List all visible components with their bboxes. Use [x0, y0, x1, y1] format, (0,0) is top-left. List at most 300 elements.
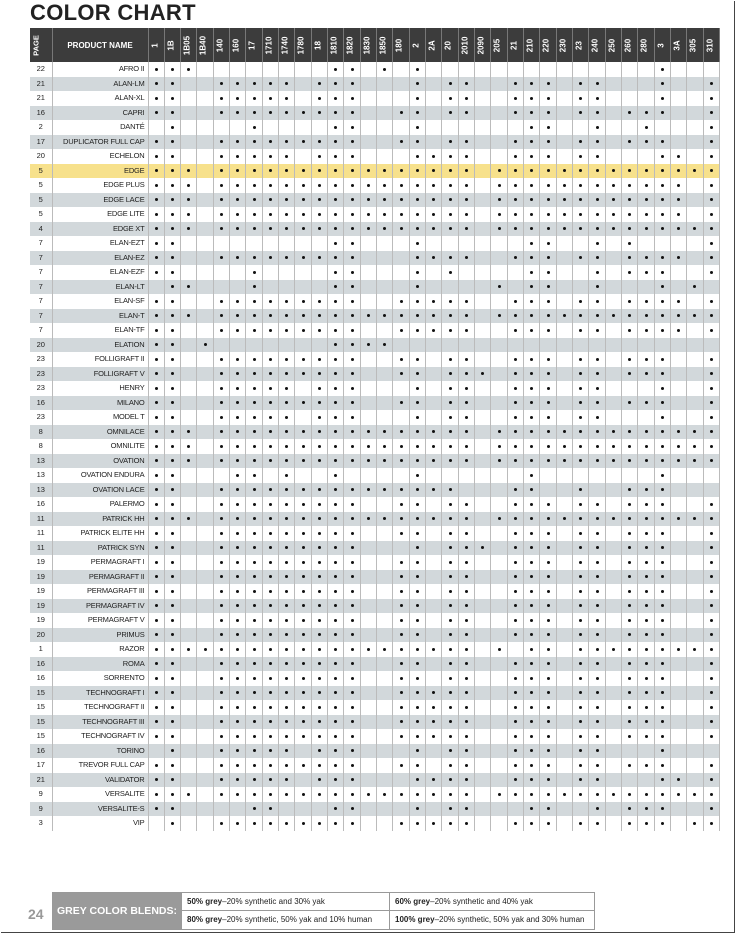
color-cell [605, 149, 621, 164]
color-cell [246, 135, 262, 150]
color-cell [377, 483, 393, 498]
availability-dot-icon [645, 503, 648, 506]
availability-dot-icon [351, 749, 354, 752]
availability-dot-icon [383, 198, 386, 201]
color-cell [311, 439, 327, 454]
color-cell [181, 381, 197, 396]
availability-dot-icon [400, 169, 403, 172]
availability-dot-icon [596, 517, 599, 520]
color-cell [442, 309, 458, 324]
color-cell [230, 642, 246, 657]
availability-dot-icon [236, 662, 239, 665]
availability-dot-icon [449, 256, 452, 259]
color-cell [654, 77, 670, 92]
availability-dot-icon [514, 416, 517, 419]
availability-dot-icon [693, 314, 696, 317]
availability-dot-icon [596, 619, 599, 622]
availability-dot-icon [628, 459, 631, 462]
color-cell [279, 323, 295, 338]
availability-dot-icon [302, 546, 305, 549]
color-cell [181, 149, 197, 164]
color-cell [311, 323, 327, 338]
availability-dot-icon [645, 184, 648, 187]
color-cell [556, 77, 572, 92]
header-color-1810: 1810 [328, 28, 344, 62]
color-cell [638, 207, 654, 222]
availability-dot-icon [596, 764, 599, 767]
availability-dot-icon [302, 503, 305, 506]
color-cell [671, 77, 687, 92]
availability-dot-icon [465, 517, 468, 520]
availability-dot-icon [596, 140, 599, 143]
color-cell [279, 193, 295, 208]
color-cell [311, 758, 327, 773]
row-product-name: PATRICK HH [52, 512, 148, 527]
color-cell [703, 454, 719, 469]
availability-dot-icon [318, 227, 321, 230]
availability-dot-icon [661, 401, 664, 404]
availability-dot-icon [236, 793, 239, 796]
availability-dot-icon [400, 300, 403, 303]
color-cell [524, 599, 540, 614]
availability-dot-icon [155, 213, 158, 216]
color-cell [344, 613, 360, 628]
availability-dot-icon [661, 720, 664, 723]
color-cell [622, 729, 638, 744]
color-cell [654, 657, 670, 672]
color-cell [197, 628, 213, 643]
color-cell [491, 410, 507, 425]
color-cell [540, 106, 556, 121]
availability-dot-icon [318, 749, 321, 752]
availability-dot-icon [302, 575, 305, 578]
color-cell [638, 396, 654, 411]
color-cell [458, 613, 474, 628]
color-cell [671, 381, 687, 396]
availability-dot-icon [155, 807, 158, 810]
availability-dot-icon [710, 329, 713, 332]
color-cell [475, 497, 491, 512]
header-color-305: 305 [687, 28, 703, 62]
availability-dot-icon [334, 445, 337, 448]
color-cell [589, 309, 605, 324]
color-cell [197, 758, 213, 773]
color-cell [311, 425, 327, 440]
color-cell [230, 599, 246, 614]
availability-dot-icon [530, 648, 533, 651]
color-cell [409, 773, 425, 788]
availability-dot-icon [318, 256, 321, 259]
row-page: 7 [30, 323, 52, 338]
availability-dot-icon [710, 590, 713, 593]
color-cell [573, 816, 589, 831]
availability-dot-icon [400, 677, 403, 680]
header-color-1b05: 1B05 [181, 28, 197, 62]
color-cell [393, 91, 409, 106]
availability-dot-icon [661, 517, 664, 520]
color-cell [181, 454, 197, 469]
availability-dot-icon [269, 764, 272, 767]
availability-dot-icon [579, 561, 582, 564]
color-cell [148, 642, 164, 657]
color-cell [556, 671, 572, 686]
availability-dot-icon [710, 691, 713, 694]
availability-dot-icon [220, 691, 223, 694]
color-cell [148, 164, 164, 179]
color-cell [213, 381, 229, 396]
color-cell [638, 686, 654, 701]
availability-dot-icon [253, 706, 256, 709]
color-cell [671, 512, 687, 527]
legend-item [389, 893, 594, 911]
color-cell [181, 686, 197, 701]
color-cell [573, 787, 589, 802]
availability-dot-icon [253, 590, 256, 593]
color-cell [311, 251, 327, 266]
availability-dot-icon [547, 677, 550, 680]
availability-dot-icon [334, 517, 337, 520]
availability-dot-icon [318, 662, 321, 665]
color-cell [197, 106, 213, 121]
color-cell [475, 106, 491, 121]
color-cell [703, 700, 719, 715]
color-cell [181, 207, 197, 222]
availability-dot-icon [220, 401, 223, 404]
color-cell [622, 439, 638, 454]
availability-dot-icon [285, 387, 288, 390]
availability-dot-icon [269, 561, 272, 564]
availability-dot-icon [318, 140, 321, 143]
availability-dot-icon [645, 706, 648, 709]
availability-dot-icon [416, 575, 419, 578]
color-cell [262, 135, 278, 150]
color-cell [360, 642, 376, 657]
color-cell [703, 671, 719, 686]
color-cell [311, 149, 327, 164]
color-cell [328, 497, 344, 512]
availability-dot-icon [318, 430, 321, 433]
color-cell [589, 77, 605, 92]
color-cell [360, 222, 376, 237]
availability-dot-icon [171, 314, 174, 317]
availability-dot-icon [351, 720, 354, 723]
availability-dot-icon [285, 416, 288, 419]
color-cell [703, 541, 719, 556]
availability-dot-icon [351, 97, 354, 100]
color-cell [671, 91, 687, 106]
table-row [30, 512, 720, 527]
header-color-250: 250 [605, 28, 621, 62]
color-cell [638, 468, 654, 483]
availability-dot-icon [318, 416, 321, 419]
row-product-name: TORINO [52, 744, 148, 759]
color-cell [344, 512, 360, 527]
color-cell [605, 758, 621, 773]
color-cell [458, 541, 474, 556]
availability-dot-icon [351, 155, 354, 158]
availability-dot-icon [383, 227, 386, 230]
color-cell [279, 294, 295, 309]
color-cell [295, 135, 311, 150]
color-cell [622, 135, 638, 150]
availability-dot-icon [530, 546, 533, 549]
availability-dot-icon [285, 445, 288, 448]
color-cell [507, 816, 523, 831]
availability-dot-icon [416, 764, 419, 767]
table-row [30, 164, 720, 179]
availability-dot-icon [171, 749, 174, 752]
color-cell [573, 758, 589, 773]
color-cell [246, 570, 262, 585]
availability-dot-icon [661, 416, 664, 419]
color-cell [442, 541, 458, 556]
color-cell [524, 77, 540, 92]
color-cell [409, 77, 425, 92]
color-cell [197, 512, 213, 527]
color-cell [393, 396, 409, 411]
color-cell [622, 294, 638, 309]
table-row [30, 251, 720, 266]
availability-dot-icon [318, 532, 321, 535]
availability-dot-icon [645, 314, 648, 317]
color-cell [540, 309, 556, 324]
availability-dot-icon [530, 561, 533, 564]
color-cell [246, 236, 262, 251]
availability-dot-icon [710, 764, 713, 767]
color-cell [311, 729, 327, 744]
color-cell [458, 280, 474, 295]
availability-dot-icon [220, 358, 223, 361]
availability-dot-icon [367, 314, 370, 317]
availability-dot-icon [449, 503, 452, 506]
color-cell [311, 367, 327, 382]
color-cell [377, 642, 393, 657]
color-cell [311, 396, 327, 411]
color-cell [360, 555, 376, 570]
availability-dot-icon [710, 140, 713, 143]
color-cell [687, 410, 703, 425]
row-page: 2 [30, 120, 52, 135]
color-cell [573, 106, 589, 121]
availability-dot-icon [612, 517, 615, 520]
availability-dot-icon [579, 140, 582, 143]
color-cell [491, 802, 507, 817]
color-cell [442, 323, 458, 338]
color-cell [426, 512, 442, 527]
color-cell [426, 541, 442, 556]
availability-dot-icon [285, 97, 288, 100]
table-row [30, 744, 720, 759]
availability-dot-icon [236, 111, 239, 114]
availability-dot-icon [236, 169, 239, 172]
availability-dot-icon [612, 198, 615, 201]
color-cell [409, 309, 425, 324]
color-cell [507, 367, 523, 382]
color-cell [344, 106, 360, 121]
color-cell [687, 106, 703, 121]
color-cell [540, 280, 556, 295]
availability-dot-icon [171, 198, 174, 201]
row-product-name: OVATION LACE [52, 483, 148, 498]
color-cell [687, 323, 703, 338]
color-cell [393, 164, 409, 179]
color-cell [442, 570, 458, 585]
availability-dot-icon [547, 358, 550, 361]
color-cell [605, 410, 621, 425]
color-cell [556, 439, 572, 454]
row-product-name: MODEL T [52, 410, 148, 425]
color-cell [573, 135, 589, 150]
color-cell [573, 396, 589, 411]
availability-dot-icon [498, 169, 501, 172]
color-cell [393, 236, 409, 251]
availability-dot-icon [514, 314, 517, 317]
color-cell [540, 425, 556, 440]
color-cell [638, 584, 654, 599]
availability-dot-icon [628, 517, 631, 520]
color-cell [377, 178, 393, 193]
availability-dot-icon [416, 358, 419, 361]
availability-dot-icon [628, 807, 631, 810]
color-cell [360, 439, 376, 454]
color-cell [605, 251, 621, 266]
color-cell [491, 323, 507, 338]
color-cell [687, 222, 703, 237]
availability-dot-icon [351, 387, 354, 390]
color-cell [328, 135, 344, 150]
availability-dot-icon [498, 648, 501, 651]
availability-dot-icon [155, 82, 158, 85]
color-cell [540, 686, 556, 701]
color-cell [703, 439, 719, 454]
color-cell [703, 120, 719, 135]
availability-dot-icon [514, 329, 517, 332]
color-cell [393, 613, 409, 628]
availability-dot-icon [285, 314, 288, 317]
availability-dot-icon [416, 691, 419, 694]
color-cell [589, 584, 605, 599]
color-cell [687, 352, 703, 367]
availability-dot-icon [302, 648, 305, 651]
color-cell [164, 512, 180, 527]
availability-dot-icon [351, 691, 354, 694]
availability-dot-icon [253, 822, 256, 825]
color-cell [573, 700, 589, 715]
color-cell [213, 236, 229, 251]
availability-dot-icon [465, 735, 468, 738]
color-cell [654, 584, 670, 599]
legend-item-blend: 100% grey [395, 915, 435, 924]
color-cell [638, 700, 654, 715]
availability-dot-icon [628, 140, 631, 143]
color-cell [295, 77, 311, 92]
availability-dot-icon [579, 445, 582, 448]
color-cell [295, 396, 311, 411]
availability-dot-icon [334, 271, 337, 274]
availability-dot-icon [661, 633, 664, 636]
availability-dot-icon [285, 764, 288, 767]
color-cell [197, 251, 213, 266]
availability-dot-icon [596, 677, 599, 680]
color-cell [328, 468, 344, 483]
color-cell [556, 207, 572, 222]
color-cell [426, 410, 442, 425]
availability-dot-icon [302, 706, 305, 709]
color-cell [687, 265, 703, 280]
availability-dot-icon [661, 807, 664, 810]
color-cell [671, 628, 687, 643]
color-cell [671, 236, 687, 251]
color-cell [230, 570, 246, 585]
availability-dot-icon [285, 372, 288, 375]
color-cell [213, 352, 229, 367]
availability-dot-icon [547, 97, 550, 100]
color-cell [638, 526, 654, 541]
color-cell [377, 106, 393, 121]
row-product-name: HENRY [52, 381, 148, 396]
color-cell [426, 323, 442, 338]
color-cell [181, 599, 197, 614]
row-page: 15 [30, 700, 52, 715]
availability-dot-icon [351, 372, 354, 375]
availability-dot-icon [269, 677, 272, 680]
color-cell [475, 599, 491, 614]
color-cell [295, 236, 311, 251]
availability-dot-icon [579, 111, 582, 114]
availability-dot-icon [677, 459, 680, 462]
row-page: 5 [30, 193, 52, 208]
color-cell [295, 758, 311, 773]
availability-dot-icon [628, 198, 631, 201]
color-cell [491, 367, 507, 382]
color-cell [262, 396, 278, 411]
availability-dot-icon [645, 169, 648, 172]
color-cell [409, 613, 425, 628]
color-cell [344, 773, 360, 788]
color-cell [687, 599, 703, 614]
color-cell [638, 787, 654, 802]
availability-dot-icon [334, 691, 337, 694]
color-cell [262, 555, 278, 570]
availability-dot-icon [449, 198, 452, 201]
availability-dot-icon [498, 285, 501, 288]
row-page: 19 [30, 613, 52, 628]
availability-dot-icon [612, 169, 615, 172]
row-page: 15 [30, 729, 52, 744]
color-cell [295, 309, 311, 324]
color-cell [148, 294, 164, 309]
availability-dot-icon [645, 140, 648, 143]
color-cell [360, 149, 376, 164]
color-cell [491, 468, 507, 483]
color-cell [507, 657, 523, 672]
color-cell [393, 106, 409, 121]
color-cell [230, 222, 246, 237]
color-cell [703, 744, 719, 759]
availability-dot-icon [236, 416, 239, 419]
color-cell [491, 642, 507, 657]
availability-dot-icon [710, 561, 713, 564]
availability-dot-icon [432, 648, 435, 651]
color-cell [279, 207, 295, 222]
color-cell [311, 106, 327, 121]
color-cell [556, 178, 572, 193]
table-row [30, 367, 720, 382]
color-cell [703, 613, 719, 628]
row-product-name: ELAN-EZ [52, 251, 148, 266]
availability-dot-icon [269, 416, 272, 419]
color-cell [507, 396, 523, 411]
